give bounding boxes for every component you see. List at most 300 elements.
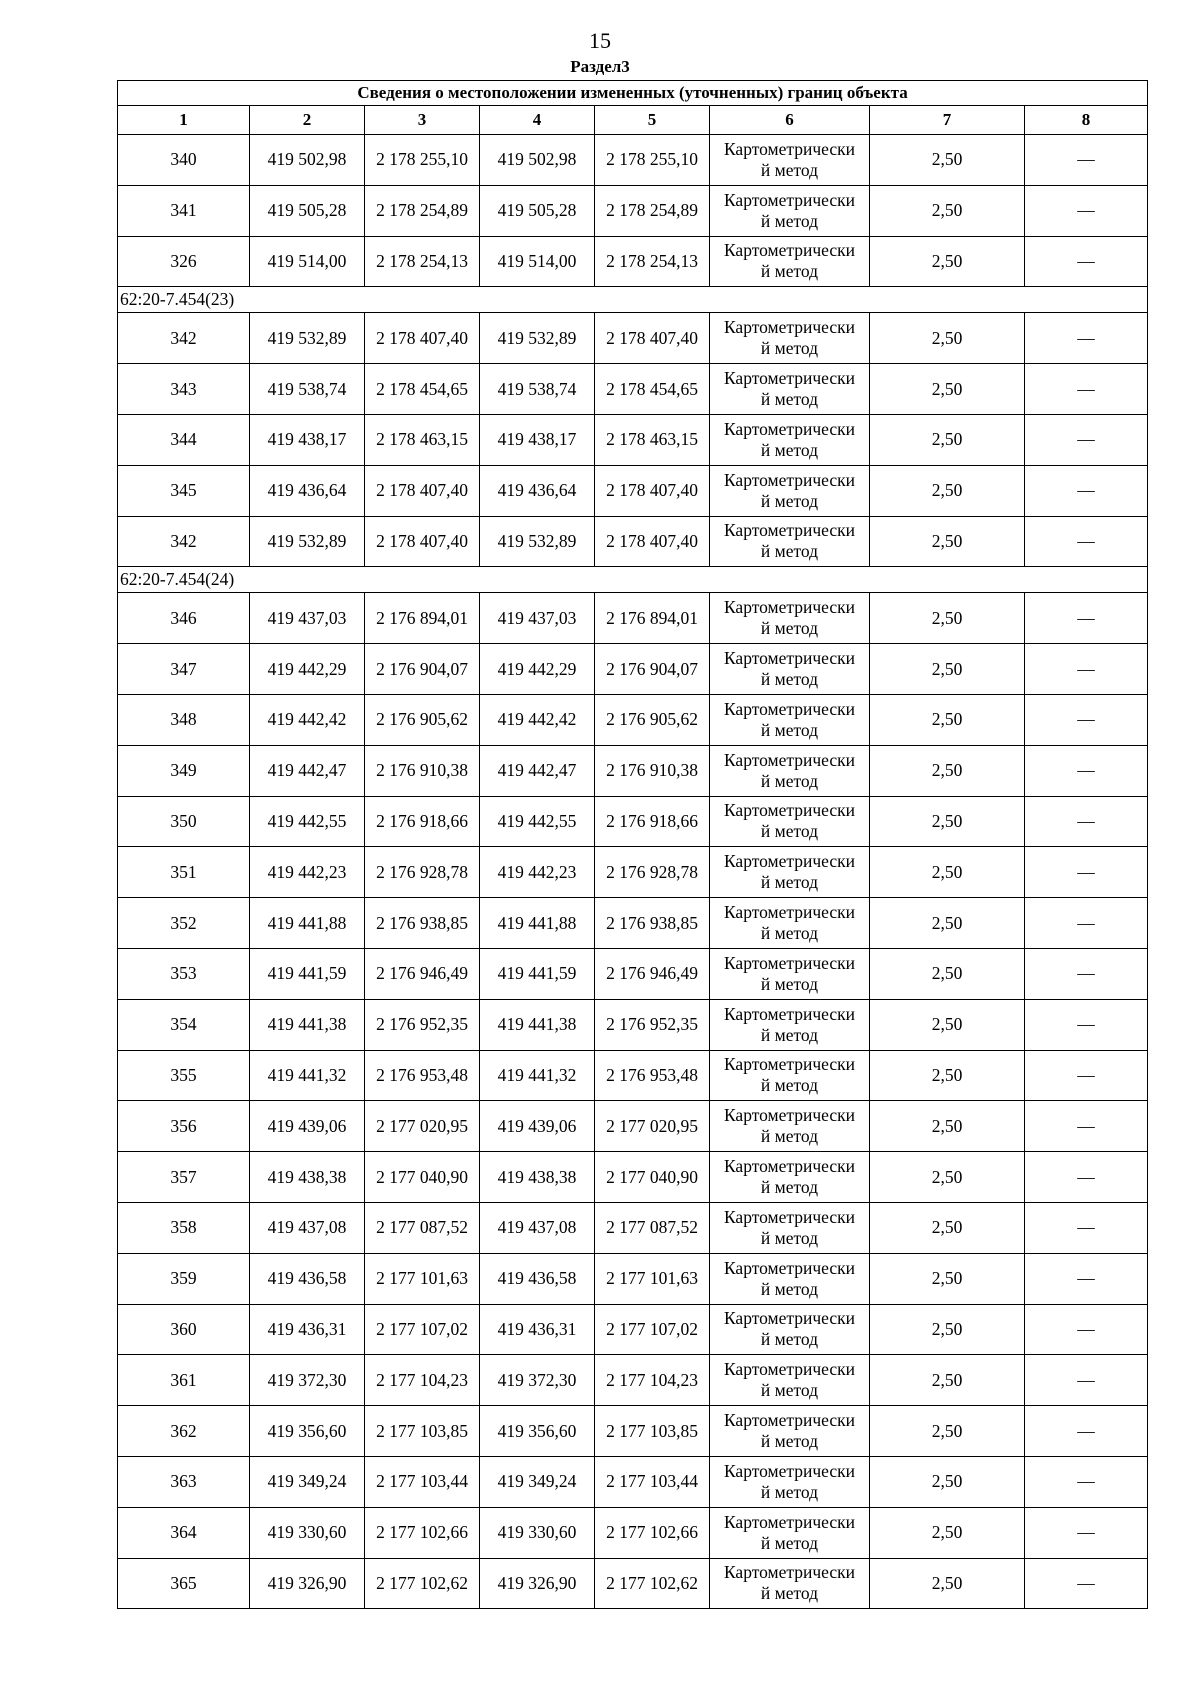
precision-cell: 2,50 [870,1050,1025,1101]
y-refined-cell: 2 176 905,62 [595,694,710,745]
note-cell: — [1025,644,1148,695]
method-line-1: Картометрически [723,1257,856,1278]
note-cell: — [1025,1202,1148,1253]
column-number: 3 [365,106,480,135]
x-refined-cell: 419 356,60 [480,1406,595,1457]
table-row [118,999,1148,1050]
table-row [118,1456,1148,1507]
method-line-1: Картометрически [723,1410,856,1431]
note-cell: — [1025,1456,1148,1507]
x-existing-cell: 419 439,06 [250,1101,365,1152]
y-existing-cell: 2 176 938,85 [365,898,480,949]
note-cell: — [1025,745,1148,796]
x-existing-cell: 419 438,17 [250,414,365,465]
method-cell [710,745,870,796]
x-existing-cell: 419 442,55 [250,796,365,847]
precision-cell: 2,50 [870,313,1025,364]
method-cell [710,1152,870,1203]
note-cell: — [1025,847,1148,898]
x-refined-cell: 419 532,89 [480,313,595,364]
method-cell [710,1406,870,1457]
point-number-cell: 356 [118,1101,250,1152]
y-refined-cell: 2 176 918,66 [595,796,710,847]
note-cell: — [1025,135,1148,186]
table-row [118,694,1148,745]
method-line-1: Картометрически [723,368,856,389]
y-existing-cell: 2 177 020,95 [365,1101,480,1152]
y-refined-cell: 2 177 103,44 [595,1456,710,1507]
method-line-2: й метод [760,618,819,639]
column-numbers-row [118,106,1148,135]
column-number: 7 [870,106,1025,135]
x-existing-cell: 419 436,31 [250,1304,365,1355]
table-row [118,516,1148,567]
point-number-cell: 358 [118,1202,250,1253]
x-refined-cell: 419 436,31 [480,1304,595,1355]
table-row [118,414,1148,465]
precision-cell: 2,50 [870,847,1025,898]
note-cell: — [1025,185,1148,236]
note-cell: — [1025,796,1148,847]
x-existing-cell: 419 505,28 [250,185,365,236]
y-refined-cell: 2 177 020,95 [595,1101,710,1152]
point-number-cell: 362 [118,1406,250,1457]
table-row [118,1101,1148,1152]
table-row [118,1507,1148,1558]
x-refined-cell: 419 438,38 [480,1152,595,1203]
y-refined-cell: 2 177 107,02 [595,1304,710,1355]
point-number-cell: 359 [118,1253,250,1304]
column-number: 4 [480,106,595,135]
y-refined-cell: 2 177 040,90 [595,1152,710,1203]
method-line-2: й метод [760,1380,819,1401]
y-existing-cell: 2 177 101,63 [365,1253,480,1304]
point-number-cell: 352 [118,898,250,949]
x-existing-cell: 419 442,42 [250,694,365,745]
x-refined-cell: 419 372,30 [480,1355,595,1406]
method-line-2: й метод [760,490,819,511]
method-line-2: й метод [760,261,819,282]
method-cell [710,1355,870,1406]
x-existing-cell: 419 437,03 [250,593,365,644]
y-existing-cell: 2 176 928,78 [365,847,480,898]
point-number-cell: 342 [118,516,250,567]
method-cell [710,135,870,186]
y-refined-cell: 2 176 904,07 [595,644,710,695]
note-cell: — [1025,999,1148,1050]
point-number-cell: 340 [118,135,250,186]
y-existing-cell: 2 176 910,38 [365,745,480,796]
x-refined-cell: 419 330,60 [480,1507,595,1558]
method-line-2: й метод [760,338,819,359]
method-line-1: Картометрически [723,1105,856,1126]
method-line-1: Картометрически [723,1156,856,1177]
y-existing-cell: 2 178 463,15 [365,414,480,465]
x-refined-cell: 419 505,28 [480,185,595,236]
column-number: 6 [710,106,870,135]
point-number-cell: 353 [118,948,250,999]
method-line-2: й метод [760,389,819,410]
x-existing-cell: 419 502,98 [250,135,365,186]
y-refined-cell: 2 176 894,01 [595,593,710,644]
method-line-2: й метод [760,1075,819,1096]
x-existing-cell: 419 538,74 [250,364,365,415]
method-line-2: й метод [760,770,819,791]
method-cell [710,948,870,999]
note-cell: — [1025,1101,1148,1152]
table-row [118,898,1148,949]
method-cell [710,644,870,695]
method-line-2: й метод [760,1227,819,1248]
precision-cell: 2,50 [870,1355,1025,1406]
method-line-2: й метод [760,1024,819,1045]
method-line-2: й метод [760,923,819,944]
method-line-2: й метод [760,1583,819,1604]
precision-cell: 2,50 [870,644,1025,695]
point-number-cell: 355 [118,1050,250,1101]
method-line-1: Картометрически [723,698,856,719]
coordinates-table [117,80,1148,1609]
method-cell [710,1558,870,1609]
y-refined-cell: 2 177 101,63 [595,1253,710,1304]
x-refined-cell: 419 436,64 [480,465,595,516]
precision-cell: 2,50 [870,1558,1025,1609]
page-number: 15 [589,28,611,53]
y-existing-cell: 2 176 894,01 [365,593,480,644]
note-cell: — [1025,414,1148,465]
method-line-1: Картометрически [723,138,856,159]
group-row [118,567,1148,593]
y-refined-cell: 2 176 953,48 [595,1050,710,1101]
point-number-cell: 345 [118,465,250,516]
x-existing-cell: 419 330,60 [250,1507,365,1558]
method-cell [710,516,870,567]
x-refined-cell: 419 442,23 [480,847,595,898]
y-refined-cell: 2 178 254,13 [595,236,710,287]
method-cell [710,694,870,745]
point-number-cell: 349 [118,745,250,796]
x-existing-cell: 419 442,23 [250,847,365,898]
note-cell: — [1025,1304,1148,1355]
method-cell [710,1253,870,1304]
precision-cell: 2,50 [870,236,1025,287]
method-line-1: Картометрически [723,1308,856,1329]
x-existing-cell: 419 441,38 [250,999,365,1050]
method-line-2: й метод [760,1177,819,1198]
method-line-2: й метод [760,973,819,994]
method-line-1: Картометрически [723,317,856,338]
x-refined-cell: 419 437,08 [480,1202,595,1253]
point-number-cell: 347 [118,644,250,695]
table-body [118,135,1148,1609]
y-existing-cell: 2 178 255,10 [365,135,480,186]
y-existing-cell: 2 178 254,13 [365,236,480,287]
x-existing-cell: 419 532,89 [250,313,365,364]
method-line-1: Картометрически [723,189,856,210]
method-line-2: й метод [760,159,819,180]
note-cell: — [1025,593,1148,644]
table-row [118,1304,1148,1355]
y-refined-cell: 2 178 454,65 [595,364,710,415]
precision-cell: 2,50 [870,135,1025,186]
method-line-2: й метод [760,872,819,893]
method-cell [710,1507,870,1558]
method-cell [710,847,870,898]
x-existing-cell: 419 514,00 [250,236,365,287]
precision-cell: 2,50 [870,1507,1025,1558]
y-existing-cell: 2 177 102,66 [365,1507,480,1558]
y-refined-cell: 2 178 407,40 [595,465,710,516]
method-line-1: Картометрически [723,1511,856,1532]
point-number-cell: 360 [118,1304,250,1355]
note-cell: — [1025,465,1148,516]
note-cell: — [1025,948,1148,999]
x-refined-cell: 419 442,55 [480,796,595,847]
precision-cell: 2,50 [870,694,1025,745]
point-number-cell: 344 [118,414,250,465]
x-refined-cell: 419 441,32 [480,1050,595,1101]
table-row [118,313,1148,364]
method-line-1: Картометрически [723,1359,856,1380]
precision-cell: 2,50 [870,1253,1025,1304]
x-existing-cell: 419 326,90 [250,1558,365,1609]
method-line-2: й метод [760,439,819,460]
y-existing-cell: 2 177 104,23 [365,1355,480,1406]
table-row [118,796,1148,847]
y-refined-cell: 2 176 952,35 [595,999,710,1050]
note-cell: — [1025,1507,1148,1558]
precision-cell: 2,50 [870,465,1025,516]
y-refined-cell: 2 176 910,38 [595,745,710,796]
x-refined-cell: 419 326,90 [480,1558,595,1609]
x-refined-cell: 419 442,47 [480,745,595,796]
y-existing-cell: 2 178 254,89 [365,185,480,236]
note-cell: — [1025,364,1148,415]
y-existing-cell: 2 176 918,66 [365,796,480,847]
x-refined-cell: 419 441,88 [480,898,595,949]
method-line-1: Картометрически [723,1206,856,1227]
y-existing-cell: 2 176 952,35 [365,999,480,1050]
y-refined-cell: 2 177 102,62 [595,1558,710,1609]
note-cell: — [1025,1253,1148,1304]
y-existing-cell: 2 177 103,44 [365,1456,480,1507]
x-existing-cell: 419 349,24 [250,1456,365,1507]
method-line-2: й метод [760,719,819,740]
y-refined-cell: 2 176 946,49 [595,948,710,999]
table-row [118,185,1148,236]
group-label: 62:20-7.454(24) [118,567,1148,593]
method-cell [710,898,870,949]
y-existing-cell: 2 178 407,40 [365,465,480,516]
x-existing-cell: 419 441,88 [250,898,365,949]
x-refined-cell: 419 438,17 [480,414,595,465]
method-line-1: Картометрически [723,418,856,439]
x-existing-cell: 419 441,59 [250,948,365,999]
x-refined-cell: 419 437,03 [480,593,595,644]
table-row [118,1355,1148,1406]
table-row [118,644,1148,695]
x-existing-cell: 419 372,30 [250,1355,365,1406]
column-number: 1 [118,106,250,135]
method-cell [710,1456,870,1507]
precision-cell: 2,50 [870,898,1025,949]
x-refined-cell: 419 514,00 [480,236,595,287]
y-existing-cell: 2 178 454,65 [365,364,480,415]
precision-cell: 2,50 [870,1304,1025,1355]
point-number-cell: 351 [118,847,250,898]
method-line-2: й метод [760,821,819,842]
y-existing-cell: 2 178 407,40 [365,516,480,567]
table-caption: Сведения о местоположении измененных (уточненных) границ объекта [118,81,1148,106]
point-number-cell: 343 [118,364,250,415]
y-refined-cell: 2 178 255,10 [595,135,710,186]
point-number-cell: 341 [118,185,250,236]
method-cell [710,185,870,236]
point-number-cell: 365 [118,1558,250,1609]
method-line-1: Картометрически [723,1460,856,1481]
note-cell: — [1025,1050,1148,1101]
point-number-cell: 361 [118,1355,250,1406]
table-row [118,1202,1148,1253]
note-cell: — [1025,1355,1148,1406]
method-line-1: Картометрически [723,902,856,923]
method-cell [710,999,870,1050]
y-refined-cell: 2 176 938,85 [595,898,710,949]
table-row [118,236,1148,287]
x-existing-cell: 419 356,60 [250,1406,365,1457]
y-existing-cell: 2 177 040,90 [365,1152,480,1203]
point-number-cell: 357 [118,1152,250,1203]
x-refined-cell: 419 532,89 [480,516,595,567]
point-number-cell: 342 [118,313,250,364]
y-existing-cell: 2 177 102,62 [365,1558,480,1609]
note-cell: — [1025,516,1148,567]
method-cell [710,236,870,287]
y-refined-cell: 2 176 928,78 [595,847,710,898]
y-existing-cell: 2 177 087,52 [365,1202,480,1253]
method-line-1: Картометрически [723,800,856,821]
note-cell: — [1025,1152,1148,1203]
note-cell: — [1025,313,1148,364]
precision-cell: 2,50 [870,1406,1025,1457]
x-existing-cell: 419 442,47 [250,745,365,796]
y-refined-cell: 2 178 407,40 [595,313,710,364]
precision-cell: 2,50 [870,948,1025,999]
method-line-2: й метод [760,1532,819,1553]
x-existing-cell: 419 438,38 [250,1152,365,1203]
note-cell: — [1025,236,1148,287]
point-number-cell: 364 [118,1507,250,1558]
method-line-2: й метод [760,1329,819,1350]
point-number-cell: 346 [118,593,250,644]
point-number-cell: 326 [118,236,250,287]
group-row [118,287,1148,313]
method-line-1: Картометрически [723,469,856,490]
y-refined-cell: 2 177 103,85 [595,1406,710,1457]
table-row [118,948,1148,999]
x-refined-cell: 419 442,42 [480,694,595,745]
method-line-1: Картометрически [723,1054,856,1075]
x-existing-cell: 419 436,58 [250,1253,365,1304]
y-existing-cell: 2 176 905,62 [365,694,480,745]
group-label: 62:20-7.454(23) [118,287,1148,313]
x-existing-cell: 419 437,08 [250,1202,365,1253]
precision-cell: 2,50 [870,364,1025,415]
precision-cell: 2,50 [870,516,1025,567]
y-refined-cell: 2 178 407,40 [595,516,710,567]
precision-cell: 2,50 [870,796,1025,847]
method-cell [710,1202,870,1253]
y-refined-cell: 2 177 087,52 [595,1202,710,1253]
precision-cell: 2,50 [870,1456,1025,1507]
table-row [118,593,1148,644]
x-refined-cell: 419 442,29 [480,644,595,695]
precision-cell: 2,50 [870,1202,1025,1253]
precision-cell: 2,50 [870,1101,1025,1152]
point-number-cell: 348 [118,694,250,745]
table-row [118,1406,1148,1457]
method-line-1: Картометрически [723,240,856,261]
point-number-cell: 350 [118,796,250,847]
table-row [118,1152,1148,1203]
x-existing-cell: 419 532,89 [250,516,365,567]
method-cell [710,593,870,644]
table-row [118,465,1148,516]
y-refined-cell: 2 177 102,66 [595,1507,710,1558]
method-line-2: й метод [760,669,819,690]
x-refined-cell: 419 349,24 [480,1456,595,1507]
method-line-1: Картометрически [723,520,856,541]
method-line-2: й метод [760,1481,819,1502]
note-cell: — [1025,1406,1148,1457]
method-line-1: Картометрически [723,597,856,618]
method-line-2: й метод [760,1278,819,1299]
precision-cell: 2,50 [870,745,1025,796]
column-number: 5 [595,106,710,135]
y-existing-cell: 2 178 407,40 [365,313,480,364]
y-refined-cell: 2 178 463,15 [595,414,710,465]
method-line-1: Картометрически [723,1003,856,1024]
method-line-2: й метод [760,210,819,231]
method-cell [710,364,870,415]
y-refined-cell: 2 178 254,89 [595,185,710,236]
table-row [118,745,1148,796]
precision-cell: 2,50 [870,593,1025,644]
table-row [118,1253,1148,1304]
column-number: 8 [1025,106,1148,135]
precision-cell: 2,50 [870,1152,1025,1203]
x-existing-cell: 419 442,29 [250,644,365,695]
x-refined-cell: 419 502,98 [480,135,595,186]
method-line-1: Картометрически [723,851,856,872]
y-existing-cell: 2 176 904,07 [365,644,480,695]
method-cell [710,1050,870,1101]
x-existing-cell: 419 441,32 [250,1050,365,1101]
y-existing-cell: 2 177 107,02 [365,1304,480,1355]
note-cell: — [1025,898,1148,949]
method-cell [710,313,870,364]
method-line-1: Картометрически [723,1562,856,1583]
method-cell [710,414,870,465]
column-number: 2 [250,106,365,135]
note-cell: — [1025,694,1148,745]
method-cell [710,465,870,516]
table-row [118,135,1148,186]
x-existing-cell: 419 436,64 [250,465,365,516]
x-refined-cell: 419 439,06 [480,1101,595,1152]
x-refined-cell: 419 538,74 [480,364,595,415]
precision-cell: 2,50 [870,185,1025,236]
